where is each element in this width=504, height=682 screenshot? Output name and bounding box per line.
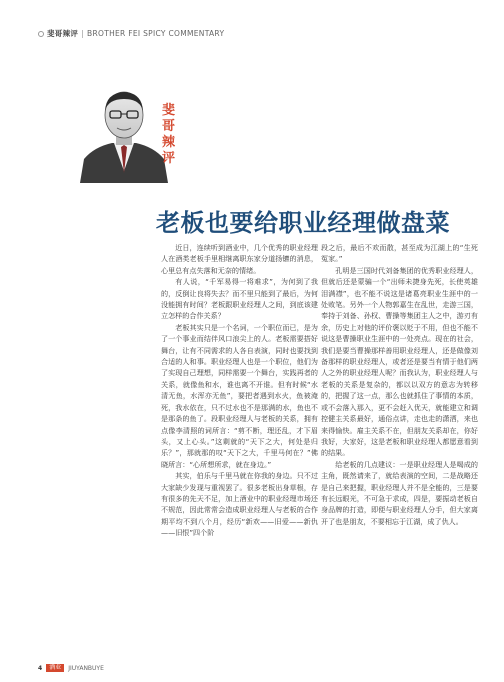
body-paragraph: 近日，连续听到酒业中，几个优秀的职业经理人在酒类老板手里相继离职东家分道扬镳的消息，心里总有点失落和无奈的情绪。 bbox=[161, 243, 318, 275]
body-paragraph: 老板其实只是一个名词，一个职位而已，是为了一个事业而结伴风口浪尖上的人。老板需要搭好舞台，让有不同需求的人各自表演，同时也要找到合适的人和事。职业经理人也是一个职位，他们为了实现自己理想，同样需要一个舞台，实践再者的关系，就像鱼和水，谁也离不开谁。但有时候“水清无鱼，水浑亦无鱼”，要把者遇到水火，鱼被淹死，我水依在，只不过水也不是那满的水，鱼也不是那条的鱼了。段职业经理人与老板的关系，拥有点像李清照的词所言：“剪不断，理还乱，才下眉头，又上心头。”这剩就的“天下之大，何处是归乐？”，那就那的叹“天下之大，千里马何在？”佛晓所言：“心所想所求，就在身边。” bbox=[161, 322, 318, 469]
magazine-name: JIUYANBUYE bbox=[68, 664, 104, 672]
page-footer bbox=[38, 664, 104, 672]
body-paragraph: 孔明是三国时代刘备集团的优秀职业经理人，但就后还是蒙骗一个“出师未捷身先死，长使英雄泪满襟”，也不能不说这是诸葛亮职业生涯中的一处败笔。另外一个人物郭嘉生在乱世，走游三国，奉持于刘备、孙权、曹操等集团主人之中，游刃有余，历史上对他的评价褒以贬于不用，但也不能不说这是曹操职业生涯中的一处亮点。现在的社会，我们是要当曹操那样善用职业经理人，还是做像刘备那样的职业经理人，或者还是要当有情于他们两人之外的职业经理人呢？而我认为，职业经理人与老板的关系是复杂的，都以以双方的意志为转移的，把握了这一点，那么也就抓住了事情的本质，或不会落入那入，更不会赶入优天，就能建立和调控健主关系最好，通俗点讲，走也走的潇洒，来也来得愉快。雇主关系不在，但朋友关系却在，你好我好，大家好，这是老板和职业经理人都愿意看到的结果。 bbox=[321, 265, 478, 458]
body-paragraph: 给老板的几点建议：一是职业经理人是喝成的主角，既然请来了，就给表演的空间，二是战略还是自己来把握，职业经理人并不是全能的，三是要有长远眼光，不可急于求成，四是，要振动老板自身品牌的打造，即便与职业经理人分手，但大家离开了也是朋友，不要相忘于江湖，成了仇人。 bbox=[321, 459, 478, 526]
column-name: 斐哥辣评 bbox=[47, 29, 79, 38]
page-number: 4 bbox=[38, 664, 43, 672]
magazine-badge: 酒业 bbox=[46, 664, 64, 672]
body-paragraph: 有人说，“千军易得一将难求”，为何到了我的，反倒让良将失去？而不里只能到了最后，为何没能拥有时间？老板跟职业经理人之间，到底该建立怎样的合作关系？ bbox=[161, 277, 318, 321]
body-paragraph: 其实，伯乐与千里马就在你我的身边。只不过大家缺少发现与重视罢了。很多老板出身草根，存有很多的先天不足，加上酒业中的职业经理市场还不规范，因此常常会造成职业经理人与老板的合作期平均不到八个月，经历“新欢——旧爱——新仇——旧恨”四个阶 bbox=[161, 471, 318, 538]
author-portrait bbox=[78, 83, 170, 183]
body-paragraph: 段之后，最后不欢而散，甚至成为江湖上的“生死冤家。” bbox=[321, 243, 478, 264]
header-separator: | bbox=[81, 29, 85, 38]
article-body-left-column bbox=[161, 242, 318, 539]
column-label-vertical: 斐哥辣评 bbox=[162, 103, 176, 166]
running-header bbox=[38, 28, 224, 39]
circle-bullet-icon bbox=[38, 31, 44, 37]
article-body-right-column bbox=[321, 242, 478, 527]
article-title: 老板也要给职业经理做盘菜 bbox=[156, 209, 450, 237]
column-english-name: BROTHER FEI SPICY COMMENTARY bbox=[87, 29, 225, 38]
